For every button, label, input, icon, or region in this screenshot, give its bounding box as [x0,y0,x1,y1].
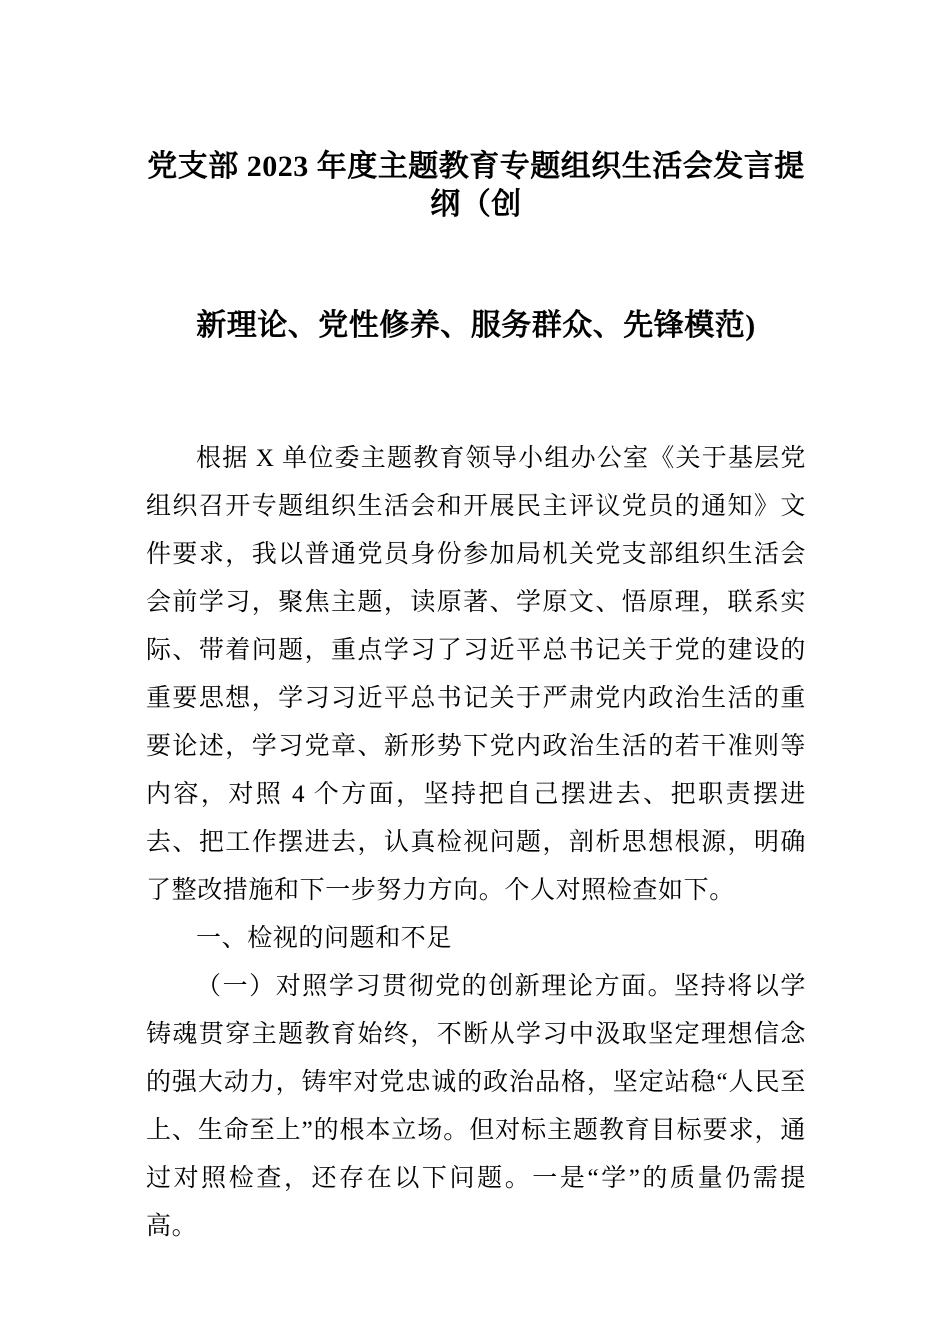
document-title-line-1: 党支部 2023 年度主题教育专题组织生活会发言提纲（创 [147,150,805,221]
document-title-line-2: 新理论、党性修养、服务群众、先锋模范) [196,309,756,342]
section-heading-problems: 一、检视的问题和不足 [196,924,453,952]
paragraph-introduction: 根据 X 单位委主题教育领导小组办公室《关于基层党组织召开专题组织生活会和开展民主评议党员的通知》文件要求，我以普通党员身份参加局机关党支部组织生活会会前学习，聚焦主题，读原著、学原文、悟原理，联系实际、带着问题，重点学习了习近平总书记关于党的建设的重要思想，学习习近平总书记关于严肃党内政治生活的重要论述，学习党章、新形势下党内政治生活的若干准则等内容，对照 4 个方面，坚持把自己摆进去、把职责摆进去、把工作摆进去，认真检视问题，剖析思想根源，明确了整改措施和下一步努力方向。个人对照检查如下。 [146,444,806,904]
paragraph-section-one: （一）对照学习贯彻党的创新理论方面。坚持将以学铸魂贯穿主题教育始终，不断从学习中汲取坚定理想信念的强大动力，铸牢对党忠诚的政治品格，坚定站稳“人民至上、生命至上”的根本立场。但对标主题教育目标要求，通过对照检查，还存在以下问题。一是“学”的质量仍需提高。 [146,972,806,1240]
